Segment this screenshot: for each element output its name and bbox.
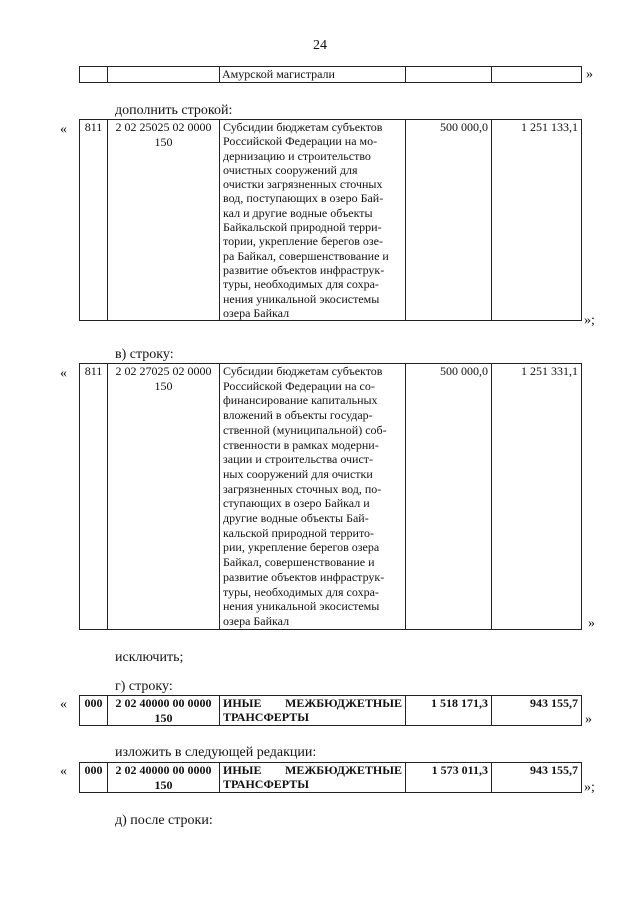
- cell-amount-1: 1 573 011,3: [406, 763, 492, 793]
- cell-description: ИНЫЕ МЕЖБЮДЖЕТНЫЕ ТРАНСФЕРТЫ: [220, 763, 406, 793]
- close-quote: »: [586, 67, 593, 82]
- table-row-a: [79, 119, 582, 321]
- label-edit: изложить в следующей редакции:: [115, 745, 317, 760]
- cell-amount-1: 500 000,0: [406, 364, 492, 630]
- cell-empty: [492, 67, 582, 83]
- table-row-g: [79, 695, 582, 726]
- open-quote: «: [60, 697, 67, 712]
- cell-col1: 811: [80, 120, 108, 321]
- close-quote: »: [585, 712, 592, 727]
- cell-empty: [406, 67, 492, 83]
- close-quote: »;: [584, 313, 595, 328]
- cell-description: ИНЫЕ МЕЖБЮДЖЕТНЫЕ ТРАНСФЕРТЫ: [220, 696, 406, 726]
- cell-amount-2: 943 155,7: [492, 696, 582, 726]
- cell-empty: [80, 67, 108, 83]
- cell-amount-2: 1 251 331,1: [492, 364, 582, 630]
- close-quote: »;: [584, 780, 595, 795]
- label-exclude: исключить;: [115, 650, 184, 665]
- cell-col1: 000: [80, 696, 108, 726]
- cell-code: 2 02 25025 02 0000 150: [108, 120, 220, 321]
- cell-amount-1: 1 518 171,3: [406, 696, 492, 726]
- cell-code: 2 02 40000 00 0000 150: [108, 696, 220, 726]
- cell-amount-1: 500 000,0: [406, 120, 492, 321]
- cell-amount-2: 1 251 133,1: [492, 120, 582, 321]
- cell-code: 2 02 40000 00 0000 150: [108, 763, 220, 793]
- table-row-new: [79, 762, 582, 793]
- open-quote: «: [60, 764, 67, 779]
- cell-description: Субсидии бюджетам субъектов Российской Федерации на со- финансирование капитальных вложений в объекты государ- ственной (муниципальной) соб- ственности в рамках модерни- зации и строительства очист- ных сооружений для очистки загрязненных сточных вод, по- ступающих в озеро Байкал и другие водные объекты Бай- кальской природной террито- рии, укрепление берегов озера Байкал, совершенствование и развитие объектов инфраструк- туры, необходимых для сохра- нения уникальной экосистемы озера Байкал: [220, 364, 406, 630]
- label-add: дополнить строкой:: [115, 103, 233, 118]
- open-quote: «: [60, 122, 67, 137]
- label-d: д) после строки:: [115, 813, 213, 828]
- cell-description: Субсидии бюджетам субъектов Российской Федерации на мо- дернизацию и строительство очистных сооружений для очистки загрязненных сточных вод, поступающих в озеро Бай- кал и другие водные объекты Байкальской природной терри- тории, укрепление берегов озе- ра Байкал, совершенствование и развитие объектов инфраструк- туры, необходимых для сохра- нения уникальной экосистемы озера Байкал: [220, 120, 406, 321]
- cell-amount-2: 943 155,7: [492, 763, 582, 793]
- close-quote: »: [588, 616, 595, 631]
- cell-name: Амурской магистрали: [220, 67, 406, 83]
- open-quote: «: [60, 366, 67, 381]
- label-g: г) строку:: [115, 679, 173, 694]
- page-number: 24: [313, 38, 327, 53]
- cell-col1: 000: [80, 763, 108, 793]
- table-row-amur: [79, 66, 582, 83]
- cell-empty: [108, 67, 220, 83]
- table-row-v: [79, 363, 582, 630]
- cell-col1: 811: [80, 364, 108, 630]
- cell-code: 2 02 27025 02 0000 150: [108, 364, 220, 630]
- label-v: в) строку:: [115, 347, 174, 362]
